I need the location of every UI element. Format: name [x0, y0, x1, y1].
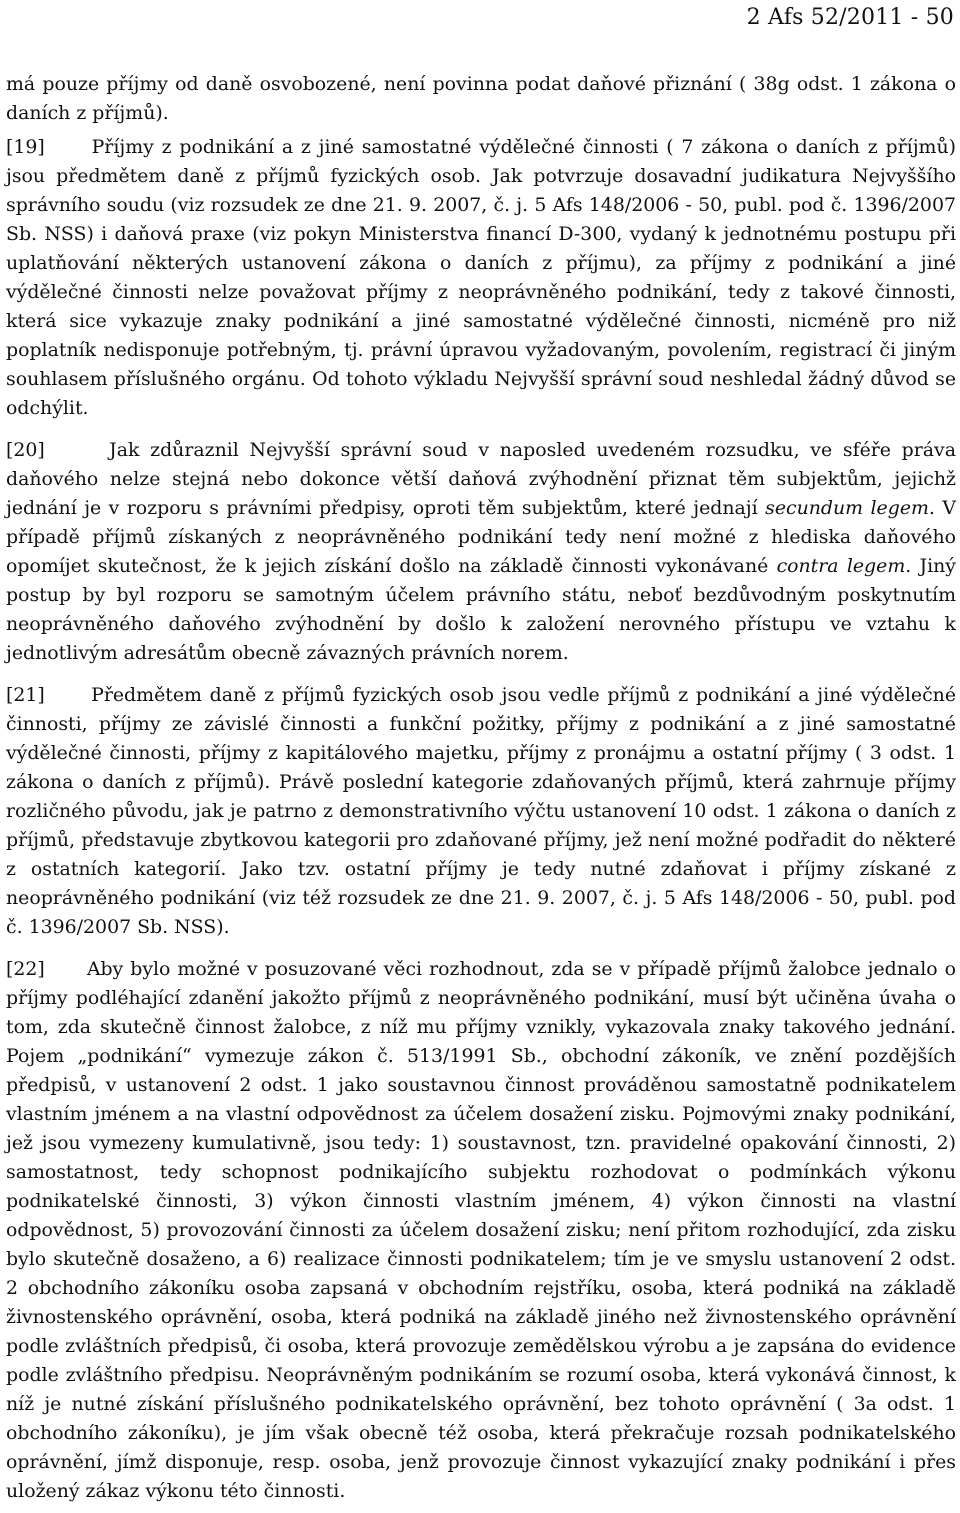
case-number-header: 2 Afs 52/2011 - 50 [746, 5, 954, 30]
paragraph-19 [6, 133, 956, 423]
paragraph-text: . Jiný postup by byl rozporu se samotným účelem právního státu, neboť bezdůvodným poskytnutím neoprávněného daňového zvýhodnění by došlo k založení nerovného přístupu ve vztahu k jednotlivým adresátům obecně závazných právních norem. [6, 555, 956, 664]
paragraph-number: [20] [6, 439, 45, 461]
paragraph-text: Předmětem daně z příjmů fyzických osob jsou vedle příjmů z podnikání a jiné výdělečné činnosti, příjmy ze závislé činnosti a funkční požitky, příjmy z podnikání a z jiné samostatné výdělečné činnosti, příjmy z kapitálového majetku, příjmy z pronájmu a ostatní příjmy ( 3 odst. 1 zákona o daních z příjmů). Právě poslední kategorie zdaňovaných příjmů, která zahrnuje příjmy rozličného původu, jak je patrno z demonstrativního výčtu ustanovení 10 odst. 1 zákona o daních z příjmů, představuje zbytkovou kategorii pro zdaňované příjmy, jež není možné podřadit do některé z ostatních kategorií. Jako tzv. ostatní příjmy je tedy nutné zdaňovat i příjmy získané z neoprávněného podnikání (viz též rozsudek ze dne 21. 9. 2007, č. j. 5 Afs 148/2006 - 50, publ. pod č. 1396/2007 Sb. NSS). [6, 684, 957, 938]
paragraph-text: Aby bylo možné v posuzované věci rozhodnout, zda se v případě příjmů žalobce jednalo o příjmy podléhající zdanění jakožto příjmů z neoprávněného podnikání, musí být učiněna úvaha o tom, zda skutečně činnost žalobce, z níž mu příjmy vznikly, vykazovala znaky takového jednání. Pojem „podnikání“ vymezuje zákon č. 513/1991 Sb., obchodní zákoník, ve znění pozdějších předpisů, v ustanovení 2 odst. 1 jako soustavnou činnost prováděnou samostatně podnikatelem vlastním jménem a na vlastní odpovědnost za účelem dosažení zisku. Pojmovými znaky podnikání, jež jsou vymezeny kumulativně, jsou tedy: 1) soustavnost, tzn. pravidelné opakování činnosti, 2) samostatnost, tedy schopnost podnikajícího subjektu rozhodovat o podmínkách výkonu podnikatelské činnosti, 3) výkon činnosti vlastním jménem, 4) výkon činnosti na vlastní odpovědnost, 5) provozování činnosti za účelem dosažení zisku; není přitom rozhodující, zda zisku bylo skutečně dosaženo, a 6) realizace činnosti podnikatelem; tím je ve smyslu ustanovení 2 odst. 2 obchodního zákoníku osoba zapsaná v obchodním rejstříku, osoba, která podniká na základě živnostenského oprávnění, osoba, která podniká na základě jiného než živnostenského oprávnění podle zvláštních předpisů, či osoba, která provozuje zemědělskou výrobu a je zapsána do evidence podle zvláštního předpisu. Neoprávněným podnikáním se rozumí osoba, která vykonává činnost, k níž je nutné získání příslušného podnikatelského oprávnění, bez tohoto oprávnění ( 3a odst. 1 obchodního zákoníku), je jím však obecně též osoba, která překračuje rozsah podnikatelského oprávnění, jímž disponuje, resp. osoba, jenž provozuje činnost vykazující znaky podnikání i přes uložený zákaz výkonu této činnosti. [6, 958, 956, 1502]
paragraph-text: má pouze příjmy od daně osvobozené, není povinna podat daňové přiznání ( 38g odst. 1 zákona o daních z příjmů). [6, 73, 956, 124]
italic-term: contra legem [776, 555, 906, 577]
document-body [6, 70, 956, 1506]
paragraph-21 [6, 681, 956, 942]
paragraph-text: . V případě příjmů získaných z neoprávněného podnikání tedy není možné z hlediska daňového opomíjet skutečnost, že k jejich získání došlo na základě činnosti vykonávané [6, 497, 956, 577]
paragraph-22 [6, 955, 956, 1506]
paragraph-number: [19] [6, 136, 45, 158]
italic-term: secundum legem [765, 497, 929, 519]
paragraph-text: Jak zdůraznil Nejvyšší správní soud v naposled uvedeném rozsudku, ve sféře práva daňového nelze stejná nebo dokonce větší daňová zvýhodnění přiznat těm subjektům, jejichž jednání je v rozporu s právními předpisy, oproti těm subjektům, které jednají [6, 439, 956, 519]
paragraph-number: [22] [6, 958, 45, 980]
paragraph-text: Příjmy z podnikání a z jiné samostatné výdělečné činnosti ( 7 zákona o daních z příjmů) jsou předmětem daně z příjmů fyzických osob. Jak potvrzuje dosavadní judikatura Nejvyššího správního soudu (viz rozsudek ze dne 21. 9. 2007, č. j. 5 Afs 148/2006 - 50, publ. pod č. 1396/2007 Sb. NSS) i daňová praxe (viz pokyn Ministerstva financí D-300, vydaný k jednotnému postupu při uplatňování některých ustanovení zákona o daních z příjmu), za příjmy z podnikání a jiné výdělečné činnosti nelze považovat příjmy z neoprávněného podnikání, tedy z takové činnosti, která sice vykazuje znaky podnikání a jiné samostatné výdělečné činnosti, nicméně pro niž poplatník nedisponuje potřebným, tj. právní úpravou vyžadovaným, povolením, registrací či jiným souhlasem příslušného orgánu. Od tohoto výkladu Nejvyšší správní soud neshledal žádný důvod se odchýlit. [6, 136, 956, 419]
paragraph-number: [21] [6, 684, 45, 706]
paragraph-continuation [6, 70, 956, 128]
paragraph-20 [6, 436, 956, 668]
